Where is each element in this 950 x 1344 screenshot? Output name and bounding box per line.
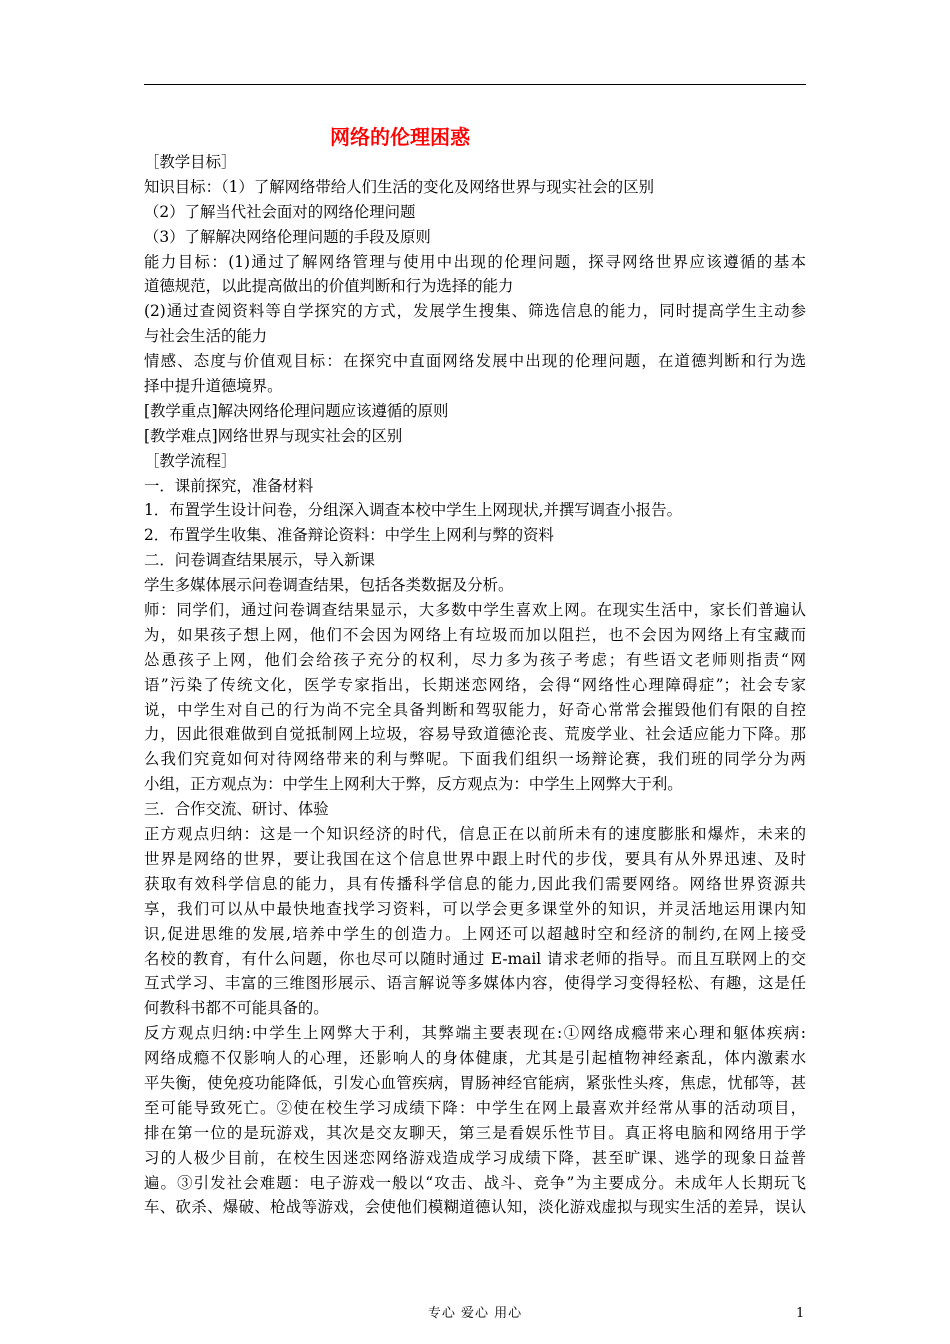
document-title: 网络的伦理困惑 bbox=[330, 125, 470, 149]
text-line: 师：同学们，通过问卷调查结果显示，大多数中学生喜欢上网。在现实生活中，家长们普遍认 bbox=[144, 601, 806, 620]
text-line: 何教科书都不可能具备的。 bbox=[144, 999, 329, 1018]
text-line: 平失衡，使免疫功能降低，引发心血管疾病，胃肠神经官能病，紧张性头疼，焦虑，忧郁等，甚 bbox=[144, 1073, 806, 1092]
text-line: 能力目标：(1)通过了解网络管理与使用中出现的伦理问题，探寻网络世界应该遵循的基本 bbox=[144, 252, 806, 271]
text-line: 二．问卷调查结果展示，导入新课 bbox=[144, 551, 375, 570]
text-line: ［教学流程］ bbox=[144, 451, 237, 470]
text-line: 三．合作交流、研讨、体验 bbox=[144, 800, 329, 819]
text-line: 车、砍杀、爆破、枪战等游戏，会使他们模糊道德认知，淡化游戏虚拟与现实生活的差异，误认 bbox=[144, 1198, 806, 1217]
text-line: [教学难点]网络世界与现实社会的区别 bbox=[144, 426, 403, 445]
text-line: 获取有效科学信息的能力，具有传播科学信息的能力,因此我们需要网络。网络世界资源共 bbox=[144, 874, 806, 893]
text-line: （2）了解当代社会面对的网络伦理问题 bbox=[144, 202, 416, 221]
text-line: 道德规范，以此提高做出的价值判断和行为选择的能力 bbox=[144, 277, 514, 296]
text-line: 至可能导致死亡。②使在校生学习成绩下降：中学生在网上最喜欢并经常从事的活动项目， bbox=[144, 1098, 806, 1117]
text-line: 小组，正方观点为：中学生上网利大于弊，反方观点为：中学生上网弊大于利。 bbox=[144, 775, 683, 794]
text-line: 1．布置学生设计问卷，分组深入调查本校中学生上网现状,并撰写调查小报告。 bbox=[144, 501, 682, 520]
text-line: 排在第一位的是玩游戏，其次是交友聊天，第三是看娱乐性节目。真正将电脑和网络用于学 bbox=[144, 1123, 806, 1142]
text-line: 遍。③引发社会难题：电子游戏一般以“攻击、战斗、竞争”为主要成分。未成年人长期玩飞 bbox=[144, 1173, 806, 1192]
text-line: 互式学习、丰富的三维图形展示、语言解说等多媒体内容，使得学习变得轻松、有趣，这是任 bbox=[144, 974, 806, 993]
text-line: 说，中学生对自己的行为尚不完全具备判断和驾驭能力，好奇心常常会摧毁他们有限的自控 bbox=[144, 700, 806, 719]
text-line: 一．课前探究，准备材料 bbox=[144, 476, 314, 495]
text-line: 怂恿孩子上网，他们会给孩子充分的权利，尽力多为孩子考虑；有些语文老师则指责“网 bbox=[144, 650, 806, 669]
text-line: (2)通过查阅资料等自学探究的方式，发展学生搜集、筛选信息的能力，同时提高学生主动参 bbox=[144, 302, 806, 321]
text-line: 正方观点归纳：这是一个知识经济的时代，信息正在以前所未有的速度膨胀和爆炸，未来的 bbox=[144, 825, 806, 844]
text-line: 为，如果孩子想上网，他们不会因为网络上有垃圾而加以阻拦，也不会因为网络上有宝藏而 bbox=[144, 625, 806, 644]
text-line: 知识目标：（1）了解网络带给人们生活的变化及网络世界与现实社会的区别 bbox=[144, 177, 654, 196]
text-line: 情感、态度与价值观目标：在探究中直面网络发展中出现的伦理问题，在道德判断和行为选 bbox=[144, 352, 806, 371]
text-line: [教学重点]解决网络伦理问题应该遵循的原则 bbox=[144, 401, 449, 420]
text-line: 享，我们可以从中最快地查找学习资料，可以学会更多课堂外的知识，并灵活地运用课内知 bbox=[144, 899, 806, 918]
page-number: 1 bbox=[796, 1306, 805, 1321]
text-line: 名校的教育，有什么问题，你也尽可以随时通过 E-mail 请求老师的指导。而且互联网上的交 bbox=[144, 949, 806, 968]
text-line: 识,促进思维的发展,培养中学生的创造力。上网还可以超越时空和经济的制约,在网上接受 bbox=[144, 924, 806, 943]
text-line: （3）了解解决网络伦理问题的手段及原则 bbox=[144, 227, 431, 246]
text-line: 2．布置学生收集、准备辩论资料：中学生上网利与弊的资料 bbox=[144, 526, 554, 545]
text-line: 与社会生活的能力 bbox=[144, 327, 268, 346]
text-line: 力，因此很难做到自觉抵制网上垃圾，容易导致道德沦丧、荒废学业、社会适应能力下降。那 bbox=[144, 725, 806, 744]
document-body bbox=[144, 150, 806, 1220]
text-line: 习的人极少目前，在校生因迷恋网络游戏造成学习成绩下降，甚至旷课、逃学的现象日益普 bbox=[144, 1148, 806, 1167]
text-line: 择中提升道德境界。 bbox=[144, 377, 283, 396]
header-rule bbox=[144, 84, 806, 85]
text-line: 世界是网络的世界，要让我国在这个信息世界中跟上时代的步伐，要具有从外界迅速、及时 bbox=[144, 849, 806, 868]
text-line: 反方观点归纳:中学生上网弊大于利，其弊端主要表现在:①网络成瘾带来心理和躯体疾病: bbox=[144, 1024, 806, 1043]
text-line: 学生多媒体展示问卷调查结果，包括各类数据及分析。 bbox=[144, 576, 514, 595]
text-line: 么我们究竟如何对待网络带来的利与弊呢。下面我们组织一场辩论赛，我们班的同学分为两 bbox=[144, 750, 806, 769]
text-line: 语”污染了传统文化，医学专家指出，长期迷恋网络，会得“网络性心理障碍症”；社会专家 bbox=[144, 675, 806, 694]
text-line: 网络成瘾不仅影响人的心理，还影响人的身体健康，尤其是引起植物神经紊乱，体内激素水 bbox=[144, 1049, 806, 1068]
footer-motto: 专心 爱心 用心 bbox=[427, 1306, 523, 1321]
text-line: ［教学目标］ bbox=[144, 153, 237, 171]
